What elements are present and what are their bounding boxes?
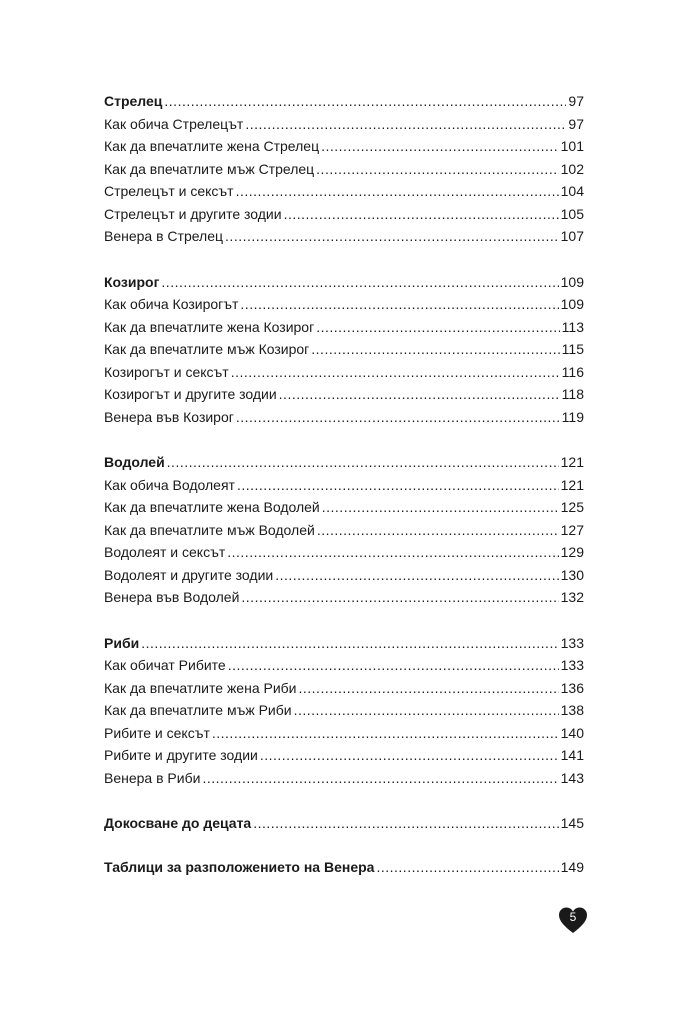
toc-entry[interactable] <box>104 113 584 136</box>
toc-heading-label: Водолей <box>104 454 165 470</box>
dot-leader <box>275 564 558 587</box>
toc-entry-label: Как обича Козирогът <box>104 296 239 312</box>
dot-leader <box>299 677 559 700</box>
table-of-contents <box>104 90 584 899</box>
dot-leader <box>284 203 559 226</box>
dot-leader <box>279 383 560 406</box>
dot-leader <box>225 225 559 248</box>
toc-entry-label: Водолеят и другите зодии <box>104 566 274 583</box>
dot-leader <box>212 722 559 745</box>
dot-leader <box>321 135 559 158</box>
toc-entry[interactable] <box>104 316 584 339</box>
toc-entry[interactable] <box>104 158 584 181</box>
toc-entry-label: Как да впечатлите жена Водолей <box>104 499 320 515</box>
dot-leader <box>237 474 559 497</box>
toc-page-number: 102 <box>560 160 584 177</box>
toc-entry[interactable] <box>104 541 584 564</box>
toc-entry-label: Венера във Козирог <box>104 408 234 425</box>
toc-page-number: 133 <box>560 634 584 651</box>
toc-heading-row[interactable] <box>104 856 584 879</box>
toc-entry[interactable] <box>104 406 584 429</box>
toc-page-number: 119 <box>561 408 584 425</box>
dot-leader <box>322 496 559 519</box>
toc-entry-label: Венера в Риби <box>104 769 201 786</box>
toc-page-number: 107 <box>560 228 584 244</box>
toc-entry[interactable] <box>104 722 584 745</box>
toc-entry-label: Стрелецът и другите зодии <box>104 205 282 222</box>
toc-entry[interactable] <box>104 767 584 790</box>
toc-section-pisces <box>104 632 584 790</box>
toc-page-number: 133 <box>560 657 584 673</box>
dot-leader <box>245 113 566 136</box>
toc-page-number: 121 <box>560 476 584 493</box>
toc-entry-label: Как да впечатлите жена Риби <box>104 679 297 696</box>
toc-entry[interactable] <box>104 677 584 700</box>
toc-entry-label: Как обичат Рибите <box>104 657 226 673</box>
toc-heading-row[interactable] <box>104 451 584 474</box>
toc-page-number: 127 <box>560 521 584 538</box>
toc-section-venus-tables <box>104 856 584 879</box>
toc-entry-label: Как обича Стрелецът <box>104 115 244 132</box>
toc-entry[interactable] <box>104 474 584 497</box>
toc-entry-label: Как да впечатлите мъж Риби <box>104 702 292 718</box>
dot-leader <box>241 586 558 609</box>
toc-entry[interactable] <box>104 496 584 519</box>
toc-entry-label: Как да впечатлите мъж Козирог <box>104 341 310 357</box>
toc-entry-label: Рибите и другите зодии <box>104 747 258 763</box>
toc-page-number: 141 <box>560 747 584 763</box>
toc-heading-label: Риби <box>104 634 140 651</box>
toc-section-aquarius <box>104 451 584 609</box>
dot-leader <box>161 271 558 294</box>
toc-section-sagittarius <box>104 90 584 248</box>
toc-heading-row[interactable] <box>104 632 584 655</box>
toc-entry-label: Как да впечатлите жена Стрелец <box>104 138 320 154</box>
toc-entry-label: Венера в Стрелец <box>104 228 224 244</box>
toc-heading-label: Таблици за разположението на Венера <box>104 858 375 875</box>
dot-leader <box>376 856 558 879</box>
toc-entry[interactable] <box>104 586 584 609</box>
toc-page-number: 149 <box>560 858 584 875</box>
toc-page-number: 116 <box>561 363 584 380</box>
toc-entry[interactable] <box>104 293 584 316</box>
toc-entry[interactable] <box>104 654 584 677</box>
toc-entry-label: Козирогът и другите зодии <box>104 386 277 402</box>
toc-page-number: 109 <box>560 273 584 290</box>
toc-page-number: 132 <box>560 589 584 605</box>
toc-section-children <box>104 812 584 835</box>
dot-leader <box>236 180 559 203</box>
toc-heading-row[interactable] <box>104 812 584 835</box>
dot-leader <box>167 451 559 474</box>
toc-heading-label: Козирог <box>104 273 160 290</box>
toc-page-number: 104 <box>560 183 584 199</box>
toc-page-number: 118 <box>561 386 584 402</box>
dot-leader <box>164 90 566 113</box>
toc-heading-label: Стрелец <box>104 93 163 109</box>
toc-entry[interactable] <box>104 361 584 384</box>
toc-entry[interactable] <box>104 180 584 203</box>
toc-page-number: 138 <box>560 702 584 718</box>
dot-leader <box>253 812 558 835</box>
toc-entry-label: Козирогът и сексът <box>104 363 229 380</box>
toc-page-number: 97 <box>568 115 584 132</box>
toc-page-number: 130 <box>560 566 584 583</box>
toc-page-number: 140 <box>560 724 584 741</box>
dot-leader <box>317 519 559 542</box>
toc-page-number: 121 <box>560 454 584 470</box>
toc-entry-label: Стрелецът и сексът <box>104 183 234 199</box>
toc-entry[interactable] <box>104 135 584 158</box>
toc-page-number: 145 <box>560 815 584 831</box>
toc-page-number: 136 <box>560 679 584 696</box>
toc-entry[interactable] <box>104 383 584 406</box>
dot-leader <box>316 316 559 339</box>
toc-heading-row[interactable] <box>104 271 584 294</box>
toc-entry[interactable] <box>104 225 584 248</box>
dot-leader <box>227 541 558 564</box>
toc-page-number: 115 <box>561 341 584 357</box>
toc-entry-label: Водолеят и сексът <box>104 544 226 560</box>
toc-entry-label: Как обича Водолеят <box>104 476 235 493</box>
dot-leader <box>260 744 559 767</box>
dot-leader <box>311 338 559 361</box>
toc-page-number: 97 <box>568 93 584 109</box>
toc-entry-label: Как да впечатлите жена Козирог <box>104 318 315 335</box>
toc-entry[interactable] <box>104 203 584 226</box>
toc-section-capricorn <box>104 271 584 429</box>
toc-entry-label: Венера във Водолей <box>104 589 240 605</box>
toc-page-number: 101 <box>560 138 584 154</box>
toc-page-number: 129 <box>560 544 584 560</box>
toc-page-number: 143 <box>560 769 584 786</box>
dot-leader <box>141 632 558 655</box>
dot-leader <box>240 293 558 316</box>
toc-entry[interactable] <box>104 744 584 767</box>
toc-entry[interactable] <box>104 338 584 361</box>
page-number-badge <box>558 906 588 936</box>
toc-page-number: 109 <box>560 296 584 312</box>
dot-leader <box>228 654 559 677</box>
toc-entry-label: Как да впечатлите мъж Водолей <box>104 521 315 538</box>
dot-leader <box>202 767 558 790</box>
toc-entry-label: Рибите и сексът <box>104 724 210 741</box>
toc-page-number: 113 <box>561 318 584 335</box>
page-number: 5 <box>569 910 577 924</box>
toc-entry[interactable] <box>104 699 584 722</box>
toc-page-number: 105 <box>560 205 584 222</box>
toc-heading-row[interactable] <box>104 90 584 113</box>
dot-leader <box>294 699 559 722</box>
toc-heading-label: Докосване до децата <box>104 815 252 831</box>
dot-leader <box>231 361 560 384</box>
dot-leader <box>236 406 560 429</box>
dot-leader <box>316 158 558 181</box>
toc-entry-label: Как да впечатлите мъж Стрелец <box>104 160 315 177</box>
toc-entry[interactable] <box>104 519 584 542</box>
toc-entry[interactable] <box>104 564 584 587</box>
toc-page-number: 125 <box>560 499 584 515</box>
